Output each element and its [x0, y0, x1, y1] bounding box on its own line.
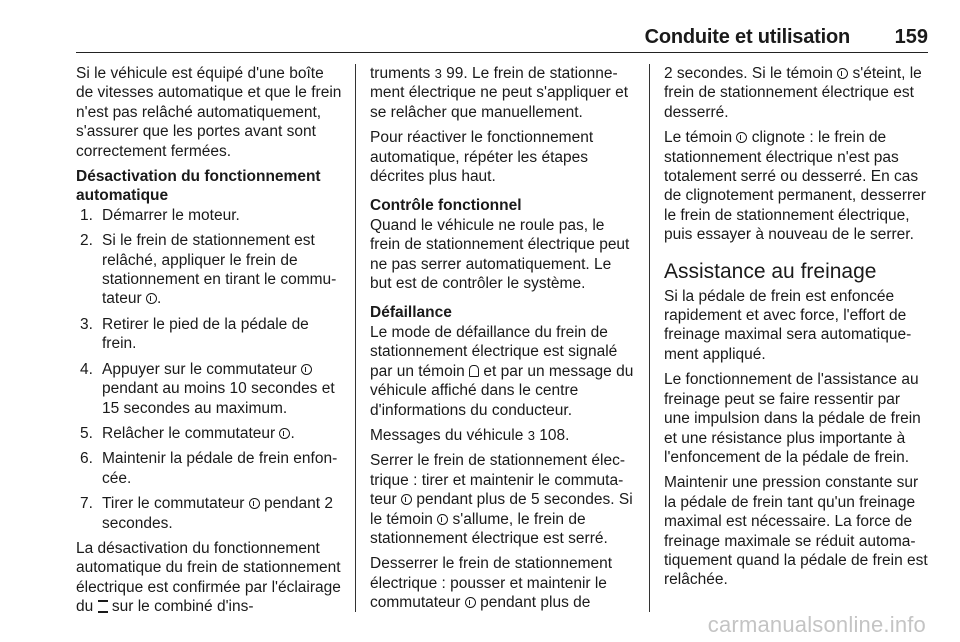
auto-off-indicator-icon [98, 600, 108, 613]
paragraph: Le témoin clignote : le frein de stationnement électrique n'est pas totalement serré ou desserré. En cas de clignotement permanent, desserrer le frein de stationnement électrique, puis essayer à nouveau de le serrer. [664, 129, 926, 244]
page-number: 159 [894, 26, 928, 48]
list-item: 2. Si le frein de stationnement est relâché, appliquer le frein de stationnement en tirant le commutateur . [80, 232, 337, 308]
parking-brake-icon [437, 514, 448, 525]
paragraph: Serrer le frein de stationnement électrique : tirer et maintenir le commutateur pendant plus de 5 secondes. Si le témoin s'allume, le frein de stationnement électrique est serré. [370, 452, 633, 547]
paragraph: Si la pédale de frein est enfoncée rapidement et avec force, l'effort de freinage maximal sera automatiquement appliqué. [664, 287, 912, 363]
list-item: 3. Retirer le pied de la pédale de frein. [80, 315, 309, 353]
parking-brake-icon [279, 428, 290, 439]
list-item: 4. Appuyer sur le commutateur pendant au moins 10 secondes et 15 secondes au maximum. [80, 360, 335, 417]
parking-brake-icon [736, 132, 747, 143]
paragraph: Le mode de défaillance du frein de stationnement électrique est signalé par un témoin et par un message du véhicule affiché dans le centre d'informations du conducteur. [370, 323, 634, 419]
paragraph: truments 3 99. Le frein de stationnement électrique ne peut s'appliquer et se relâcher que manuellement. [370, 65, 629, 121]
page-header [76, 0, 928, 53]
page-reference[interactable]: 99 [446, 65, 464, 82]
list-item: 7. Tirer le commutateur pendant 2 secondes. [80, 495, 333, 532]
intro-paragraph: Si le véhicule est équipé d'une boîte de vitesses automatique et que le frein n'est pas relâché automatiquement, s'assurer que les portes avant sont correctement fermées. [76, 65, 342, 160]
watermark: carmanualsonline.info [707, 612, 926, 637]
paragraph: Pour réactiver le fonctionnement automatique, répéter les étapes décrites plus haut. [370, 129, 594, 186]
paragraph: Quand le véhicule ne roule pas, le frein de stationnement électrique peut ne pas serrer automatiquement. Le but est de contrôler le système. [370, 216, 630, 293]
subheading-defaillance: Défaillance [370, 304, 452, 322]
parking-brake-icon [146, 293, 157, 304]
section-heading-brake-assist: Assistance au freinage [664, 259, 877, 283]
column-divider [355, 64, 356, 612]
column-3 [664, 64, 930, 596]
paragraph: Desserrer le frein de stationnement électrique : pousser et maintenir le commutateur pendant plus de [370, 555, 613, 612]
parking-brake-icon [465, 597, 476, 608]
section-title: Conduite et utilisation [644, 26, 850, 48]
page-reference-icon: 3 [527, 427, 535, 443]
parking-brake-icon [401, 494, 412, 505]
parking-brake-icon [837, 68, 848, 79]
column-2 [370, 64, 636, 619]
subheading-deactivation: Désactivation du fonctionnement automatique [76, 168, 321, 205]
list-item: 5. Relâcher le commutateur . [80, 424, 295, 442]
steps-list [76, 206, 342, 533]
paragraph: Maintenir une pression constante sur la pédale de frein tant qu'un freinage maximal est nécessaire. La force de freinage maximale se réduit automatiquement quand la pédale de frein est relâchée. [664, 474, 928, 589]
list-item: 6. Maintenir la pédale de frein enfoncée. [80, 450, 338, 487]
column-1 [76, 64, 342, 623]
outro-paragraph: La désactivation du fonctionnement automatique du frein de stationnement électrique est confirmée par l'éclairage du sur le combiné d'ins- [76, 539, 341, 616]
page-reference-icon: 3 [434, 66, 442, 81]
parking-brake-icon [301, 364, 312, 375]
fault-warning-icon [469, 365, 479, 377]
paragraph: 2 secondes. Si le témoin s'éteint, le frein de stationnement électrique est desserré. [664, 65, 922, 121]
subheading-controle: Contrôle fonctionnel [370, 197, 522, 215]
parking-brake-icon [249, 498, 260, 509]
paragraph: Messages du véhicule 3 108. [370, 426, 570, 444]
list-item: 1. Démarrer le moteur. [80, 206, 240, 224]
column-divider [649, 64, 650, 612]
paragraph: Le fonctionnement de l'assistance au freinage peut se faire ressentir par une impulsion dans la pédale de frein et une résistance plus importante à l'enfoncement de la pédale de frein. [664, 371, 921, 466]
page-reference[interactable]: 108 [539, 426, 566, 444]
